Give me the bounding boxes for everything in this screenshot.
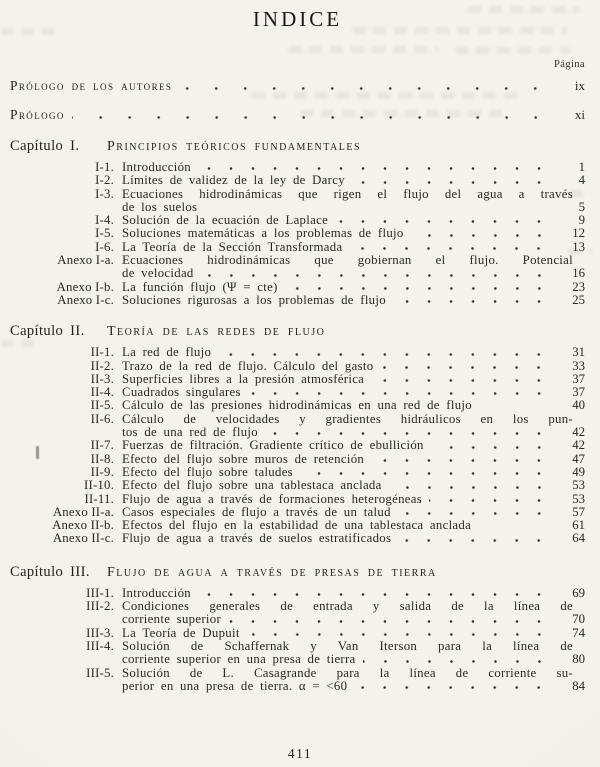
entry-number: II-7. [90, 438, 114, 453]
page-column-header: Página [554, 59, 585, 70]
entry-number: II-8. [90, 451, 114, 466]
entry-body [122, 386, 585, 399]
toc-entry [10, 439, 585, 452]
entry-page-number: 40 [572, 398, 585, 413]
dot-leader [354, 683, 550, 692]
entry-page-number: 47 [572, 451, 585, 466]
entry-page-number: 13 [572, 239, 585, 254]
folio-page-number: 411 [287, 746, 313, 761]
entry-page-number: 42 [572, 438, 585, 453]
entry-number: II-4. [90, 385, 114, 400]
toc-entry [10, 346, 585, 359]
entry-body [122, 519, 585, 532]
entry-page-number: 31 [572, 345, 585, 360]
entry-body [122, 667, 585, 694]
entry-body [122, 241, 585, 254]
entry-body [122, 466, 585, 479]
entry-page-number: 69 [572, 585, 585, 600]
entry-page-number: 61 [572, 518, 585, 533]
entry-body [122, 373, 585, 386]
front-matter-page-number: ix [574, 78, 585, 93]
entry-number: Anexo II-b. [52, 518, 114, 533]
chapter-section [10, 323, 585, 545]
entry-title: Flujo de agua a través de suelos estratificados [122, 531, 392, 546]
entry-number: Anexo II-c. [52, 531, 114, 546]
chapter-title: Teoría de las redes de flujo [107, 324, 326, 340]
entry-body [122, 493, 585, 506]
entry-title: de velocidad [122, 266, 194, 281]
entry-body [122, 587, 585, 600]
entry-last-line [122, 613, 585, 626]
entry-body [122, 188, 585, 215]
entry-title-line: Solución de Schaffernak y Van Iterson para la línea de [122, 638, 573, 653]
dot-leader [247, 630, 550, 639]
entry-number: I-1. [95, 160, 114, 174]
toc-entry [10, 640, 585, 667]
entry-number: III-2. [86, 599, 114, 614]
toc-entry [10, 519, 585, 532]
toc-entry [10, 667, 585, 694]
entry-body [122, 254, 585, 281]
entry-number: Anexo I-a. [57, 253, 114, 268]
entry-last-line [122, 386, 585, 399]
toc-entry [10, 399, 585, 412]
entry-body [122, 413, 585, 440]
entry-body [122, 399, 585, 412]
dot-leader [393, 297, 550, 306]
dot-leader [228, 617, 550, 626]
dot-leader [179, 83, 550, 93]
entry-last-line [122, 506, 585, 519]
entry-number: II-11. [84, 491, 114, 506]
front-matter-label: Prólogo de los autores [10, 78, 173, 93]
entry-page-number: 42 [572, 425, 585, 440]
entry-number: I-4. [95, 213, 114, 228]
entry-last-line [122, 360, 585, 373]
page-title: INDICE [252, 7, 343, 31]
entry-title: La Teoría de Dupuit [122, 625, 240, 640]
front-matter-row [10, 78, 585, 94]
entry-page-number: 57 [572, 504, 585, 519]
entry-last-line [122, 653, 585, 666]
bleedthrough-smudge [288, 46, 438, 53]
chapter-heading [10, 138, 585, 155]
entry-body [122, 281, 585, 294]
dot-leader [371, 456, 550, 465]
chapters-list [10, 138, 585, 693]
entry-page-number: 70 [572, 612, 585, 627]
entry-page-number: 74 [572, 625, 585, 640]
toc-entry [10, 174, 585, 187]
entry-title: Introducción [122, 160, 191, 174]
dot-leader [349, 244, 550, 253]
entry-number: II-5. [90, 398, 114, 413]
entry-title: La red de flujo [122, 345, 212, 360]
entry-number: III-4. [86, 638, 114, 653]
entry-page-number: 25 [572, 292, 585, 307]
entry-last-line [122, 294, 585, 307]
entry-number: Anexo I-b. [56, 279, 114, 294]
entry-page-number: 1 [578, 160, 585, 174]
chapter-label: Capítulo III. [10, 563, 90, 580]
chapter-label: Capítulo II. [10, 323, 85, 340]
entry-title: La función flujo (Ψ = cte) [122, 279, 278, 294]
dot-leader [398, 536, 550, 545]
entry-title: Límites de validez de la ley de Darcy [122, 173, 345, 188]
entry-page-number: 49 [572, 464, 585, 479]
toc-entry [10, 479, 585, 492]
toc-entry [10, 281, 585, 294]
entry-last-line [122, 439, 585, 452]
entry-title: corriente superior en una presa de tierra [122, 652, 356, 667]
entry-page-number: 9 [578, 213, 585, 228]
entry-title: La Teoría de la Sección Transformada [122, 239, 343, 254]
entry-last-line [122, 201, 585, 214]
entry-page-number: 4 [578, 173, 585, 188]
entry-title: Solución de la ecuación de Laplace [122, 213, 329, 228]
entry-title: Trazo de la red de flujo. Cálculo del gasto [122, 358, 374, 373]
chapter-entries [10, 346, 585, 545]
entry-number: II-2. [90, 358, 114, 373]
toc-entry [10, 294, 585, 307]
front-matter-list [10, 78, 585, 123]
entry-title: Superficies libres a la presión atmosférica [122, 371, 365, 386]
front-matter-page-number: xi [574, 107, 585, 122]
chapter-section [10, 138, 585, 307]
dot-leader [300, 469, 550, 478]
entry-title: Efecto del flujo sobre una tablestaca anclada [122, 478, 382, 493]
entry-body [122, 600, 585, 627]
entry-last-line [122, 373, 585, 386]
dot-leader [411, 231, 550, 240]
entry-title: Flujo de agua a través de formaciones heterogéneas [122, 491, 423, 506]
toc-entry [10, 241, 585, 254]
entry-last-line [122, 493, 585, 506]
entry-number: II-9. [90, 464, 114, 479]
entry-last-line [122, 214, 585, 227]
entry-last-line [122, 241, 585, 254]
front-matter-label: Prólogo [10, 107, 65, 122]
entry-title: Casos especiales de flujo a través de un talud [122, 504, 391, 519]
toc-entry [10, 600, 585, 627]
dot-leader [72, 112, 550, 122]
entry-page-number: 53 [572, 491, 585, 506]
dot-leader [201, 271, 550, 280]
entry-title: Cuadrados singulares [122, 385, 241, 400]
dot-leader [198, 164, 550, 173]
dot-leader [265, 429, 550, 438]
entry-number: II-3. [90, 371, 114, 386]
entry-title: tos de una red de flujo [122, 425, 258, 440]
entry-body [122, 506, 585, 519]
toc-entry [10, 627, 585, 640]
entry-last-line [122, 227, 585, 240]
entry-number: III-3. [86, 625, 114, 640]
entry-title-line: Condiciones generales de entrada y salida de la línea de [122, 599, 573, 614]
entry-page-number: 84 [572, 678, 585, 693]
entry-title: Soluciones rigurosas a los problemas de flujo [122, 292, 386, 307]
entry-page-number: 53 [572, 478, 585, 493]
chapter-entries [10, 587, 585, 693]
dot-leader [371, 376, 550, 385]
dot-leader [389, 483, 550, 492]
dot-leader [398, 509, 550, 518]
entry-title: Soluciones matemáticas a los problemas de flujo [122, 226, 404, 241]
entry-body [122, 161, 585, 174]
chapter-title: Principios teóricos fundamentales [107, 139, 362, 154]
entry-last-line [122, 466, 585, 479]
dot-leader [352, 178, 550, 187]
toc-entry [10, 214, 585, 227]
entry-number: III-1. [86, 585, 114, 600]
entry-body [122, 532, 585, 545]
dot-leader [198, 590, 550, 599]
entry-body [122, 640, 585, 667]
dot-leader [429, 496, 550, 505]
entry-page-number: 12 [572, 226, 585, 241]
dot-leader [431, 443, 550, 452]
entry-last-line [122, 680, 585, 693]
entry-number: I-3. [95, 186, 114, 201]
entry-last-line [122, 267, 585, 280]
entry-page-number: 33 [572, 358, 585, 373]
entry-last-line [122, 161, 585, 174]
entry-number: II-1. [90, 345, 114, 360]
entry-title-line: Ecuaciones hidrodinámicas que rigen el flujo del agua a través [122, 186, 573, 201]
entry-page-number: 37 [572, 385, 585, 400]
entry-body [122, 227, 585, 240]
entry-title: Efectos del flujo en la estabilidad de una tablestaca anclada [122, 518, 472, 533]
entry-last-line [122, 174, 585, 187]
entry-number: I-5. [95, 226, 114, 241]
chapter-title: Flujo de agua a través de presas de tierra [107, 564, 437, 580]
dot-leader [363, 657, 550, 666]
toc-entry [10, 161, 585, 174]
entry-last-line [122, 399, 585, 412]
entry-last-line [122, 479, 585, 492]
entry-body [122, 346, 585, 359]
chapter-entries [10, 161, 585, 307]
entry-last-line [122, 627, 585, 640]
entry-body [122, 360, 585, 373]
entry-last-line [122, 519, 585, 532]
chapter-heading [10, 564, 585, 581]
entry-body [122, 453, 585, 466]
entry-title: de los suelos [122, 199, 198, 214]
entry-last-line [122, 532, 585, 545]
entry-number: I-2. [95, 173, 114, 188]
entry-page-number: 16 [572, 266, 585, 281]
entry-page-number: 64 [572, 531, 585, 546]
toc-entry [10, 386, 585, 399]
toc-entry [10, 360, 585, 373]
entry-number: II-10. [84, 478, 114, 493]
entry-title-line: Ecuaciones hidrodinámicas que gobiernan el flujo. Potencial [122, 253, 573, 268]
entry-last-line [122, 346, 585, 359]
entry-body [122, 439, 585, 452]
entry-title: Fuerzas de filtración. Gradiente crítico de ebullición [122, 438, 424, 453]
entry-number: I-6. [95, 239, 114, 254]
entry-title-line: Cálculo de velocidades y gradientes hidráulicos en los pun- [122, 411, 573, 426]
entry-title: perior en una presa de tierra. α = <60 [122, 678, 348, 693]
entry-number: Anexo II-a. [52, 504, 114, 519]
entry-body [122, 627, 585, 640]
entry-body [122, 214, 585, 227]
entry-title: Efecto del flujo sobre taludes [122, 464, 293, 479]
toc-entry [10, 453, 585, 466]
toc-entry [10, 466, 585, 479]
front-matter-row [10, 107, 585, 123]
entry-body [122, 174, 585, 187]
entry-number: III-5. [86, 665, 114, 680]
entry-number: Anexo I-c. [57, 292, 114, 307]
toc-entry [10, 227, 585, 240]
toc-entry [10, 254, 585, 281]
entry-number: II-6. [90, 411, 114, 426]
entry-title: Cálculo de las presiones hidrodinámicas en una red de flujo [122, 398, 472, 413]
toc-entry [10, 587, 585, 600]
entry-title: Introducción [122, 585, 191, 600]
entry-title-line: Solución de L. Casagrande para la línea de corriente su- [122, 665, 573, 680]
chapter-section [10, 564, 585, 693]
dot-leader [335, 217, 550, 226]
entry-last-line [122, 281, 585, 294]
toc-entry [10, 532, 585, 545]
entry-body [122, 294, 585, 307]
entry-last-line [122, 453, 585, 466]
entry-body [122, 479, 585, 492]
chapter-label: Capítulo I. [10, 138, 80, 154]
toc-entry [10, 188, 585, 215]
entry-title: Efecto del flujo sobre muros de retención [122, 451, 365, 466]
toc-entry [10, 413, 585, 440]
dot-leader [380, 363, 550, 372]
toc-entry [10, 493, 585, 506]
dot-leader [285, 284, 550, 293]
entry-page-number: 5 [578, 199, 585, 214]
dot-leader [218, 350, 550, 359]
entry-last-line [122, 587, 585, 600]
chapter-heading [10, 323, 585, 340]
toc-entry [10, 506, 585, 519]
entry-page-number: 80 [572, 652, 585, 667]
dot-leader [248, 389, 550, 398]
bleedthrough-smudge [455, 47, 570, 54]
entry-last-line [122, 426, 585, 439]
entry-page-number: 37 [572, 371, 585, 386]
entry-page-number: 23 [572, 279, 585, 294]
toc-entry [10, 373, 585, 386]
entry-title: corriente superior [122, 612, 222, 627]
